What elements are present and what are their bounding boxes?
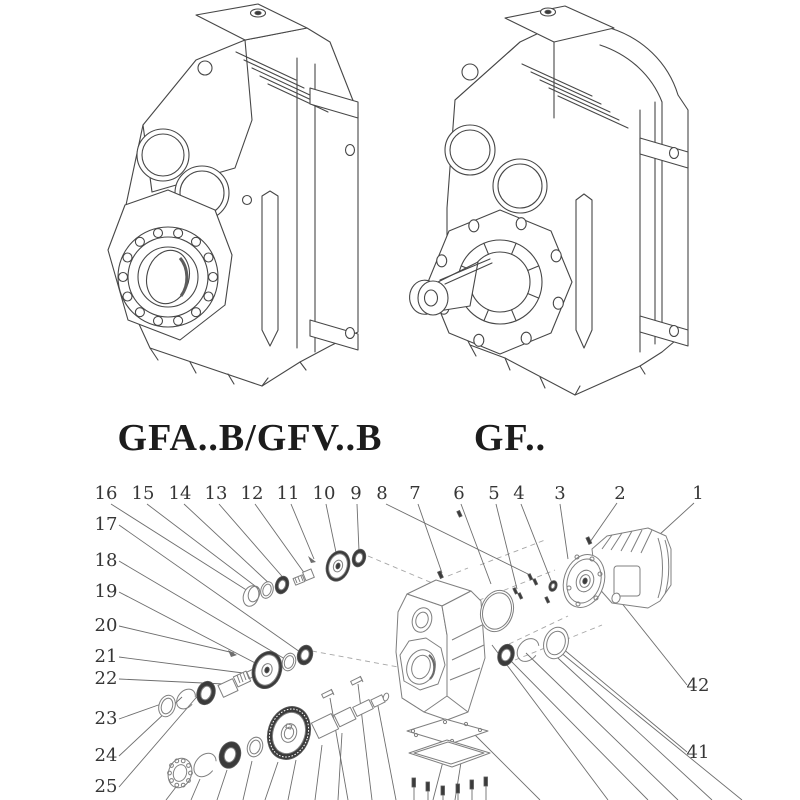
- part-number-5: 5: [488, 483, 500, 504]
- part-number-7: 7: [409, 483, 421, 504]
- caption-left-model: GFA..B/GFV..B: [117, 417, 383, 459]
- part-number-19: 19: [94, 581, 118, 602]
- gearbox-left-drawing: [108, 4, 358, 386]
- electric-motor: [557, 528, 671, 613]
- exploded-view-diagram: [95, 483, 742, 800]
- part-number-42: 42: [686, 675, 710, 696]
- part-number-6: 6: [453, 483, 465, 504]
- part-number-18: 18: [94, 550, 118, 571]
- gearbox-right-drawing: [410, 6, 688, 395]
- output-side-seals-bearings: [475, 586, 572, 668]
- gear-housing: [396, 580, 490, 800]
- part-number-25: 25: [94, 776, 118, 797]
- part-number-12: 12: [240, 483, 264, 504]
- part-number-1: 1: [692, 483, 704, 504]
- part-number-9: 9: [350, 483, 362, 504]
- part-number-24: 24: [94, 745, 118, 766]
- part-number-17: 17: [94, 514, 118, 535]
- part-number-11: 11: [276, 483, 300, 504]
- housing-bolts: [412, 777, 488, 800]
- part-number-4: 4: [513, 483, 525, 504]
- part-number-13: 13: [204, 483, 228, 504]
- part-number-23: 23: [94, 708, 118, 729]
- part-number-16: 16: [94, 483, 118, 504]
- part-number-14: 14: [168, 483, 192, 504]
- part-number-2: 2: [614, 483, 626, 504]
- part-number-3: 3: [554, 483, 566, 504]
- part-number-21: 21: [94, 646, 118, 667]
- part-number-15: 15: [131, 483, 155, 504]
- part-number-22: 22: [94, 668, 118, 689]
- shaft-keys: [322, 676, 363, 698]
- input-shaft-parts: [241, 547, 368, 608]
- caption-right-model: GF..: [473, 417, 547, 459]
- part-number-20: 20: [94, 615, 118, 636]
- part-number-10: 10: [312, 483, 336, 504]
- part-number-41: 41: [686, 742, 710, 763]
- part-number-8: 8: [376, 483, 388, 504]
